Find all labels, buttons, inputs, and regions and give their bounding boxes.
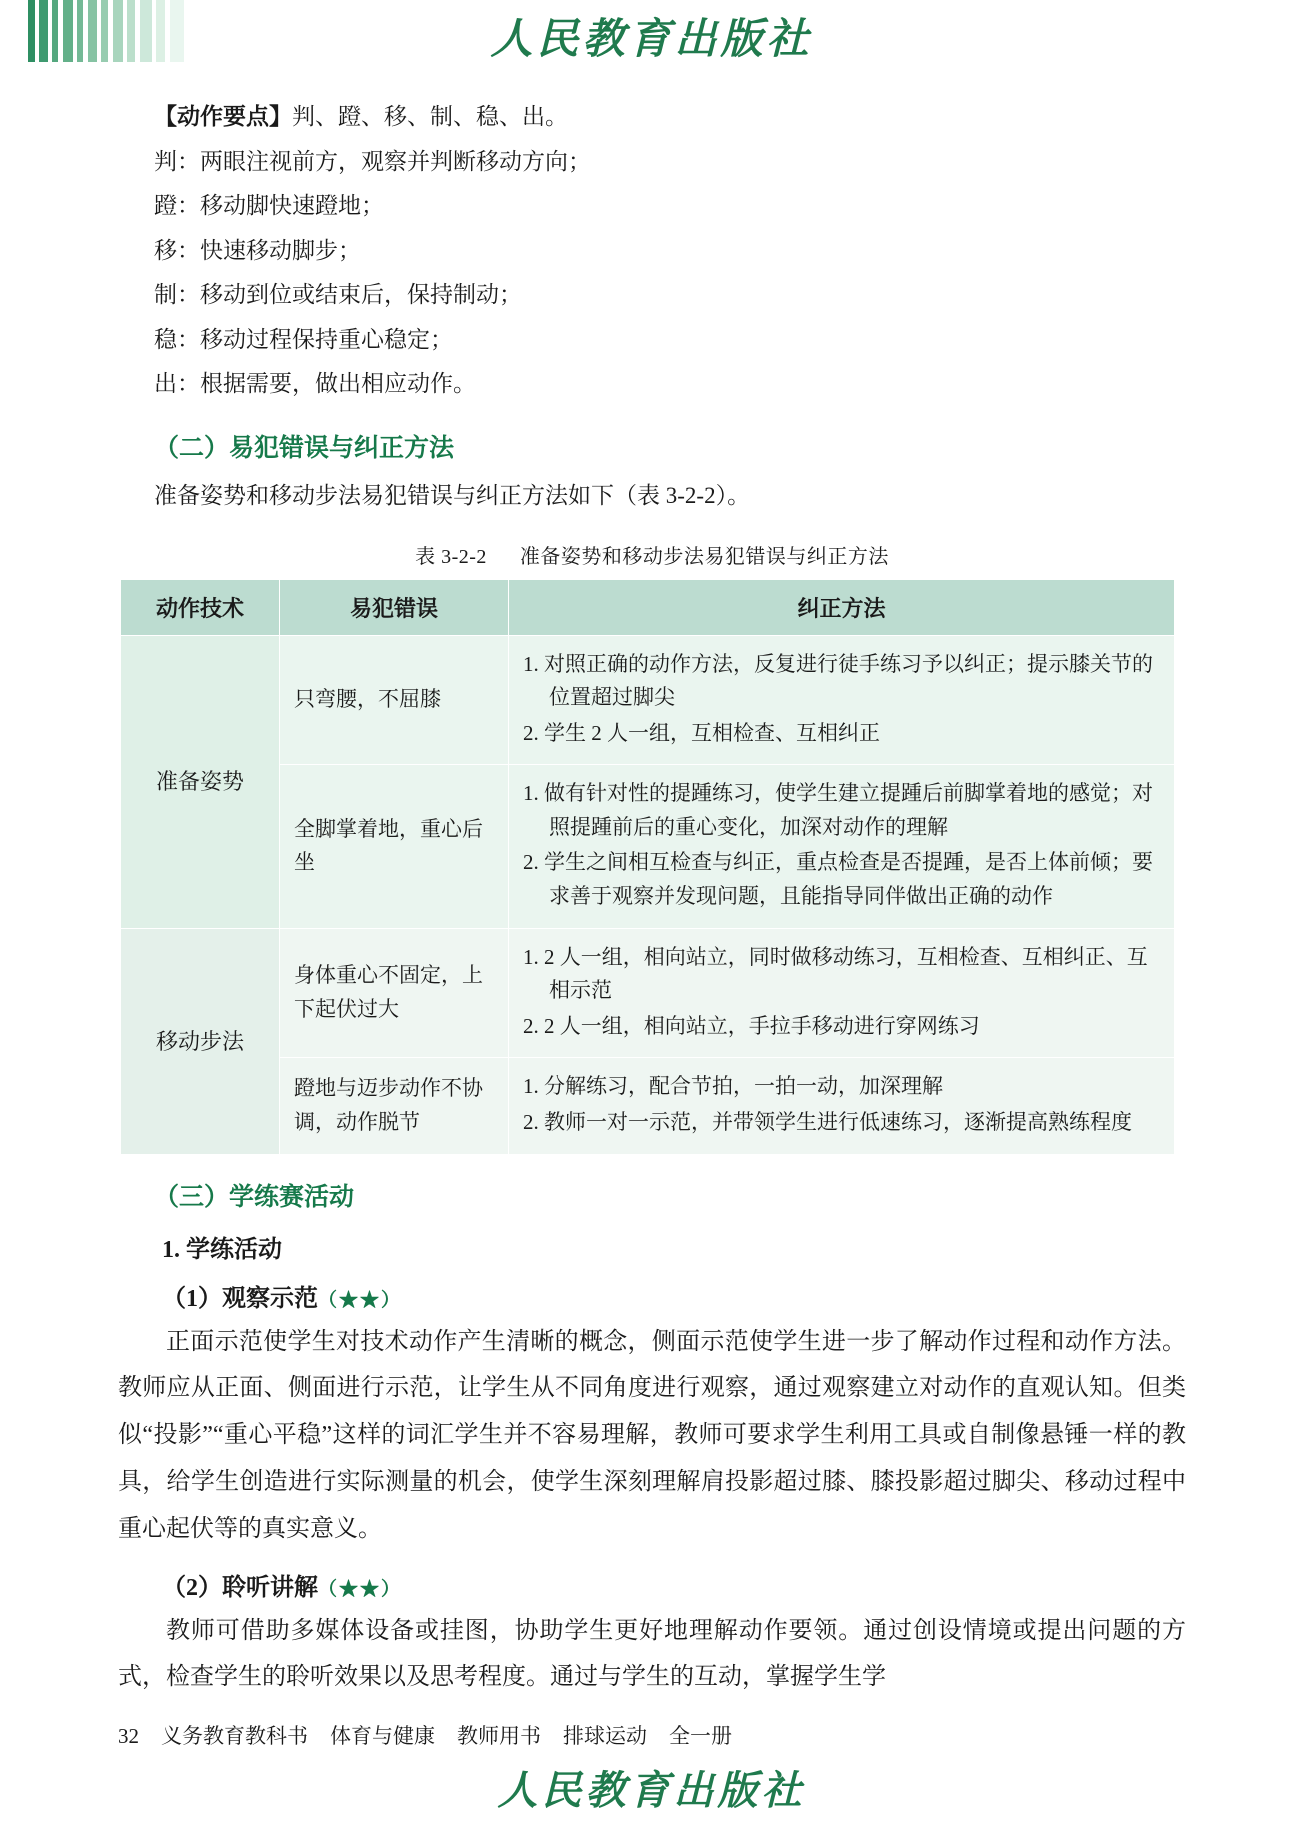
keypoint-item: 判：两眼注视前方，观察并判断移动方向；	[154, 148, 591, 174]
keypoint-item: 制：移动到位或结束后，保持制动；	[154, 282, 522, 308]
table-caption-number: 表 3-2-2	[415, 545, 487, 568]
cell-technique: 移动步法	[121, 928, 280, 1154]
table-header-row	[121, 579, 1175, 635]
keypoint-item: 蹬：移动脚快速蹬地；	[154, 193, 384, 219]
table-row	[121, 1058, 1175, 1154]
table-row	[121, 635, 1175, 765]
activity-2-title: （2）聆听讲解	[162, 1574, 318, 1601]
page-footer	[118, 1720, 732, 1750]
activity-1-title: （1）观察示范	[162, 1285, 318, 1312]
col-header-technique: 动作技术	[121, 579, 280, 635]
section-heading-three: （三）学练赛活动	[154, 1183, 355, 1211]
fix-item: 1. 对照正确的动作方法，反复进行徒手练习予以纠正；提示膝关节的位置超过脚尖	[523, 651, 1153, 710]
footer-topic: 排球运动	[563, 1724, 647, 1748]
cell-error: 蹬地与迈步动作不协调，动作脱节	[280, 1058, 509, 1154]
activity-1-heading	[162, 1278, 1186, 1313]
fix-item: 2. 学生 2 人一组，互相检查、互相纠正	[523, 720, 880, 745]
page-number: 32	[118, 1724, 139, 1748]
cell-error: 身体重心不固定，上下起伏过大	[280, 928, 509, 1058]
activity-2-stars: （★★）	[318, 1578, 403, 1600]
col-header-fix: 纠正方法	[509, 579, 1175, 635]
activity-1-stars: （★★）	[318, 1289, 403, 1311]
footer-volume: 全一册	[669, 1724, 732, 1748]
section-two-lead: 准备姿势和移动步法易犯错误与纠正方法如下（表 3-2-2）。	[154, 482, 751, 508]
keypoint-item: 稳：移动过程保持重心稳定；	[154, 326, 453, 352]
activity-2-heading	[162, 1567, 1186, 1602]
publisher-logo-bottom: 人民教育出版社	[497, 1768, 806, 1813]
publisher-logo-top: 人民教育出版社	[490, 17, 813, 63]
footer-kind: 教师用书	[457, 1724, 541, 1748]
table-caption-title: 准备姿势和移动步法易犯错误与纠正方法	[519, 545, 889, 568]
page-content	[118, 96, 1186, 1705]
cell-technique: 准备姿势	[121, 635, 280, 928]
keypoints-summary-text: 判、蹬、移、制、稳、出。	[292, 104, 568, 129]
cell-error: 只弯腰，不屈膝	[280, 635, 509, 765]
fix-item: 1. 做有针对性的提踵练习，使学生建立提踵后前脚掌着地的感觉；对照提踵前后的重心变化，加深对动作的理解	[523, 781, 1153, 839]
fix-item: 2. 教师一对一示范，并带领学生进行低速练习，逐渐提高熟练程度	[523, 1110, 1132, 1135]
footer-subject: 体育与健康	[330, 1724, 435, 1748]
activity-1-body: 正面示范使学生对技术动作产生清晰的概念，侧面示范使学生进一步了解动作过程和动作方法。教师应从正面、侧面进行示范，让学生从不同角度进行观察，通过观察建立对动作的直观认知。但类似“投影”“重心平稳”这样的词汇学生并不容易理解，教师可要求学生利用工具或自制像悬锤一样的教具，给学生创造进行实际测量的机会，使学生深刻理解肩投影超过膝、膝投影超过脚尖、移动过程中重心起伏等的真实意义。	[118, 1328, 1186, 1542]
cell-fix	[509, 1058, 1175, 1154]
activity-2-body: 教师可借助多媒体设备或挂图，协助学生更好地理解动作要领。通过创设情境或提出问题的方式，检查学生的聆听效果以及思考程度。通过与学生的互动，掌握学生学	[118, 1617, 1186, 1691]
section-heading-two: （二）易犯错误与纠正方法	[154, 434, 455, 462]
keypoints-tag: 【动作要点】	[154, 104, 292, 129]
table-row	[121, 928, 1175, 1058]
keypoints-summary	[118, 96, 1186, 139]
errors-corrections-table	[120, 579, 1175, 1155]
cell-fix	[509, 765, 1175, 928]
fix-item: 2. 学生之间相互检查与纠正，重点检查是否提踵，是否上体前倾；要求善于观察并发现问题，且能指导同伴做出正确的动作	[523, 850, 1153, 909]
fix-item: 1. 2 人一组，相向站立，同时做移动练习，互相检查、互相纠正、互相示范	[523, 944, 1148, 1003]
keypoint-item: 出：根据需要，做出相应动作。	[154, 371, 476, 397]
cell-error: 全脚掌着地，重心后坐	[280, 765, 509, 928]
keypoint-item: 移：快速移动脚步；	[154, 237, 361, 263]
cell-fix	[509, 928, 1175, 1058]
fix-item: 2. 2 人一组，相向站立，手拉手移动进行穿网练习	[523, 1013, 980, 1038]
cell-fix	[509, 635, 1175, 765]
footer-series: 义务教育教科书	[161, 1724, 308, 1748]
table-row	[121, 765, 1175, 928]
table-caption	[118, 540, 1186, 569]
subsection-heading-1: 1. 学练活动	[162, 1236, 282, 1263]
fix-item: 1. 分解练习，配合节拍，一拍一动，加深理解	[523, 1074, 943, 1099]
col-header-error: 易犯错误	[280, 579, 509, 635]
